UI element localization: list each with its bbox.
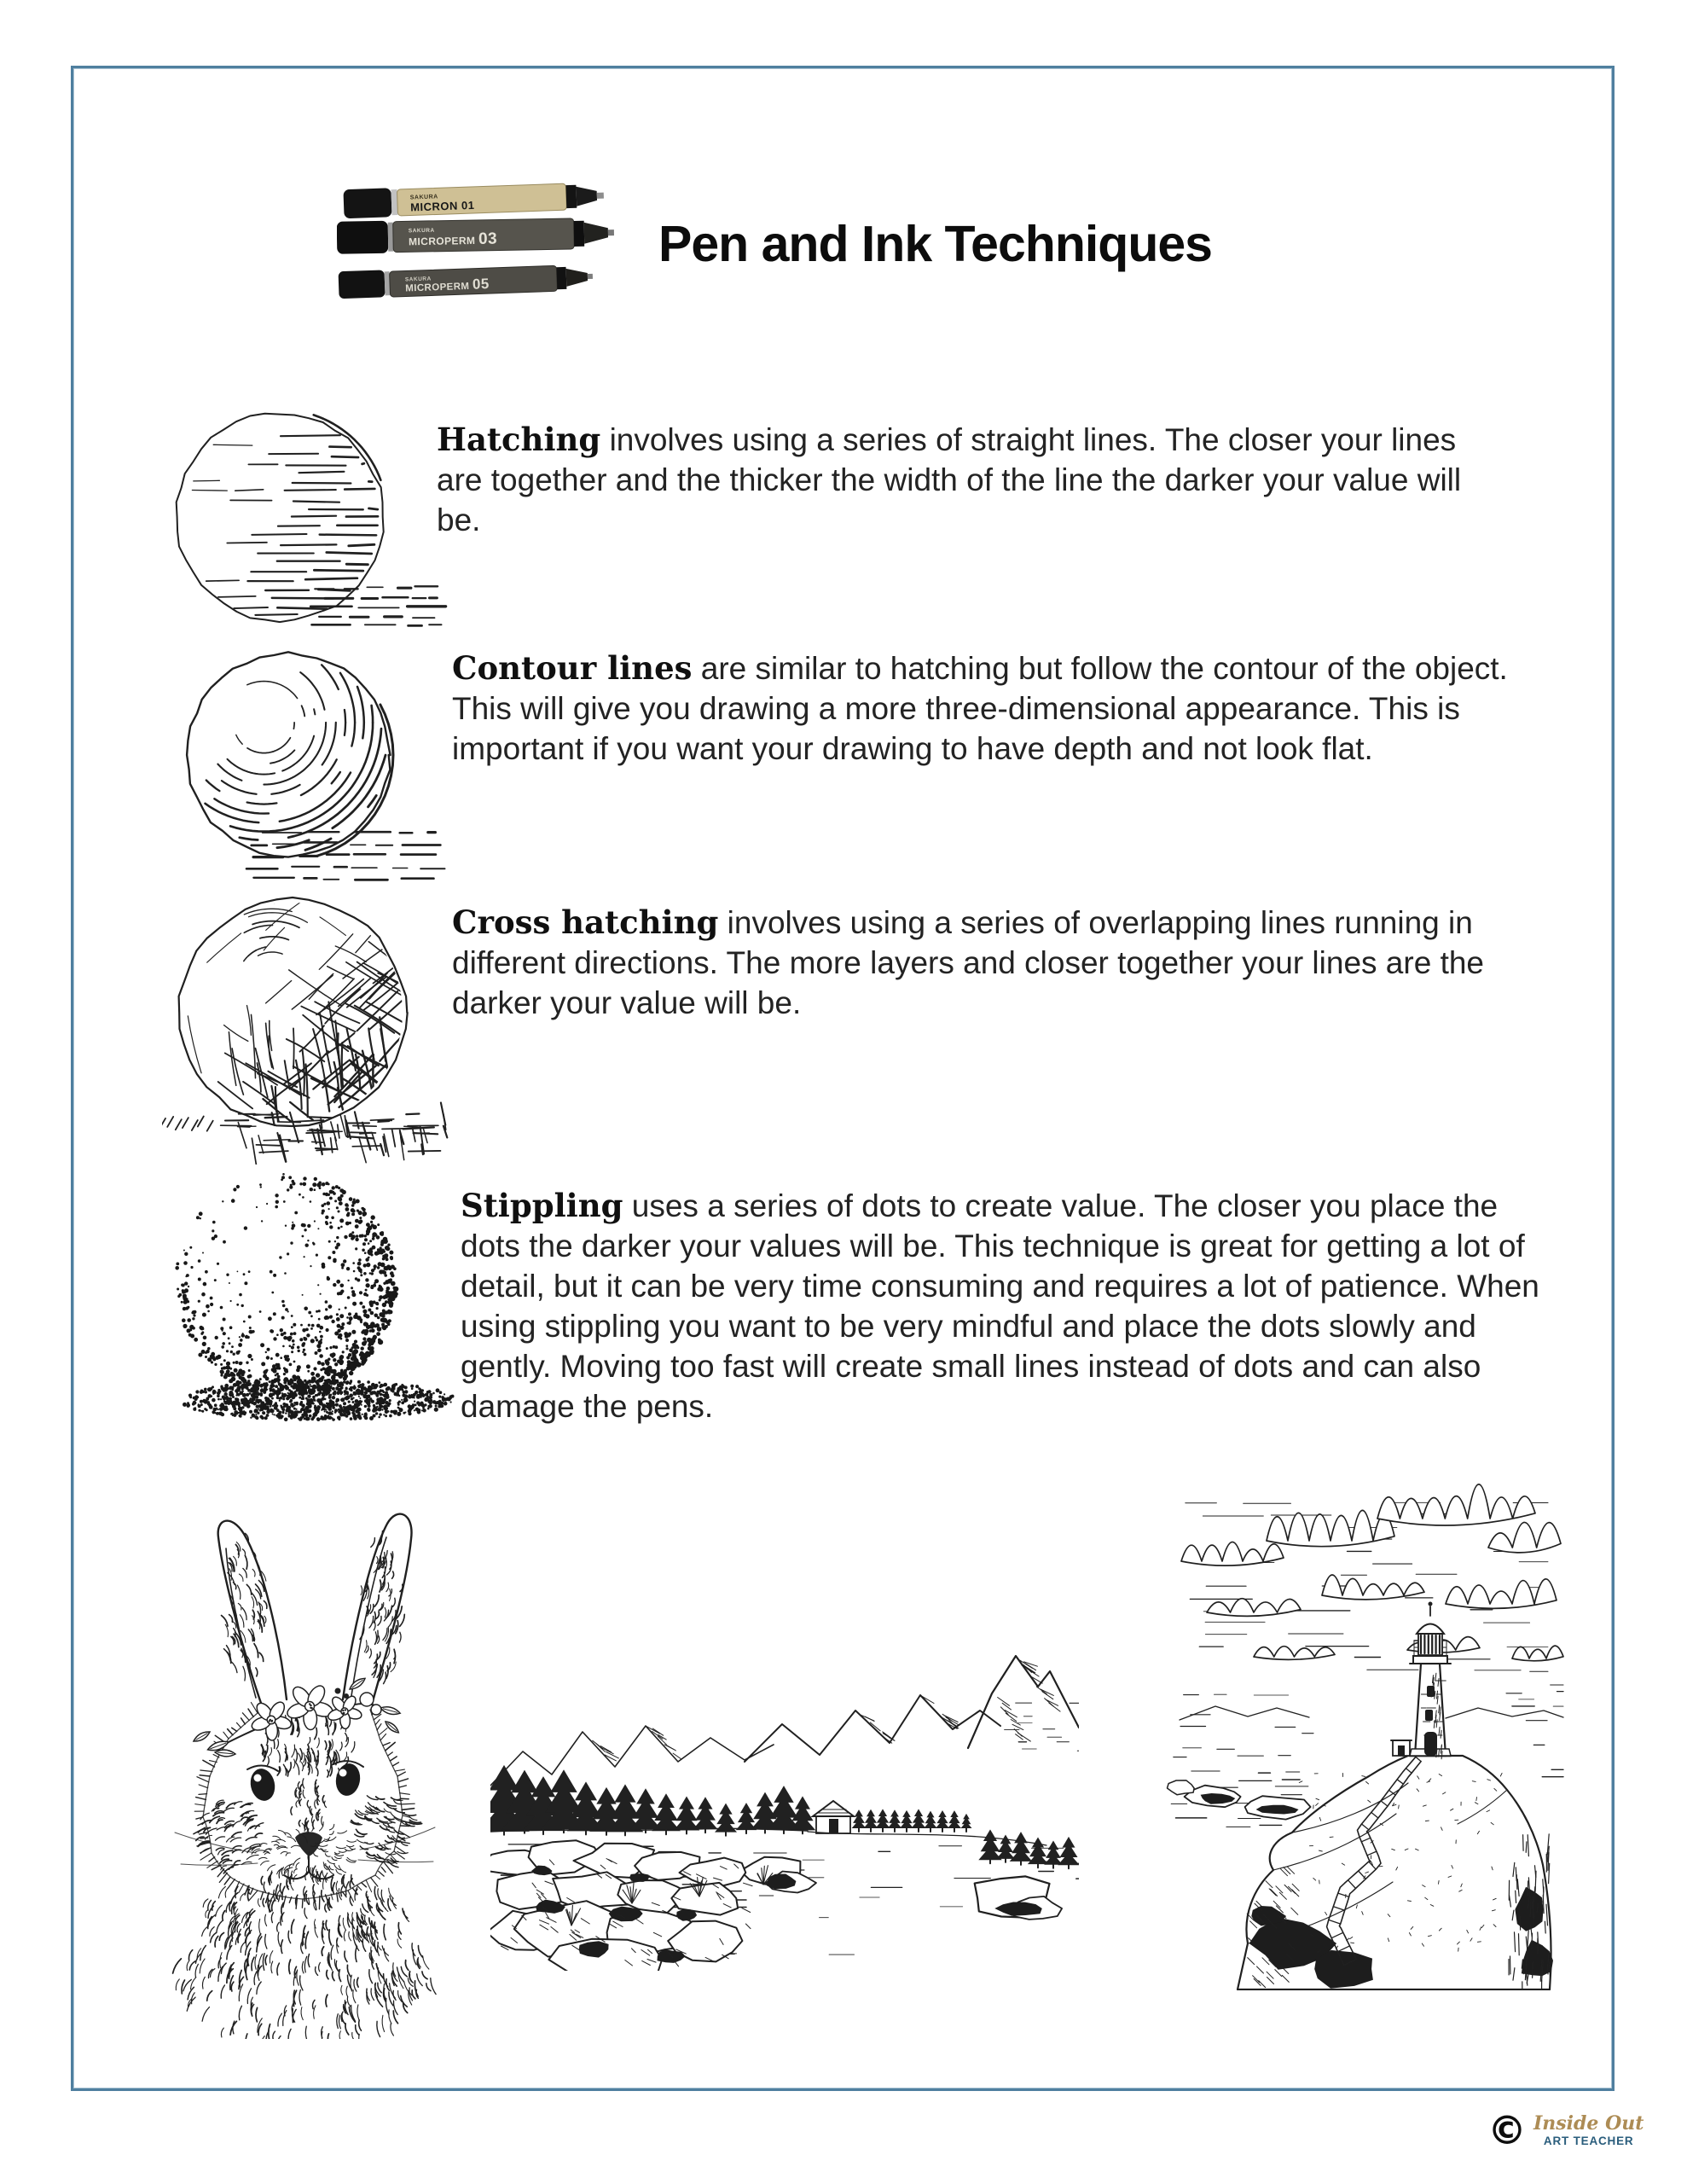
page-title: Pen and Ink Techniques (658, 216, 1212, 272)
cross-hatching-paragraph (452, 903, 1557, 1023)
cross-hatching-term: Cross hatching (452, 903, 719, 941)
brand-caps-text: ART TEACHER (1543, 2134, 1634, 2147)
pen-model-label: MICROPERM 05 (405, 276, 490, 294)
brand-script-text: Inside Out (1533, 2111, 1644, 2135)
rabbit-illustration (128, 1484, 478, 2039)
brand-logo (1487, 2107, 1644, 2153)
cross-hatching-text: involves using a series of overlapping lines running in different directions. The more layers and closer together your lines are the darker your value will be. (452, 905, 1484, 1020)
microperm-03-pen (337, 217, 614, 254)
hatching-sphere-illustration (162, 388, 452, 661)
contour-lines-term: Contour lines (452, 649, 693, 687)
pen-model-label: MICROPERM 03 (408, 229, 498, 248)
stippling-term: Stippling (461, 1187, 623, 1224)
contour-lines-text: are similar to hatching but follow the contour of the object. This will give you drawing a more three-dimensional appearance. This is important if you want your drawing to have depth and not look flat. (452, 651, 1508, 766)
hatching-paragraph (437, 420, 1494, 540)
stippling-sphere-illustration (166, 1152, 461, 1433)
lighthouse-illustration (1164, 1466, 1565, 1990)
pen-brand-label: SAKURA (408, 227, 435, 235)
pen-brand-label: SAKURA (404, 276, 432, 283)
copyright-icon: © (1487, 2107, 1527, 2153)
contour-lines-sphere-illustration (175, 640, 456, 904)
hatching-term: Hatching (437, 421, 601, 458)
brand-text (1533, 2111, 1644, 2147)
stippling-text: uses a series of dots to create value. The closer you place the dots the darker your values will be. This technique is great for getting a lot of detail, but it can be very time consuming and requires a lot of patience. When using stippling you want to be very mindful and place the dots slowly and gently. Moving too fast will create small lines instead of dots and can also damage the pens. (461, 1188, 1539, 1424)
micron-pen (343, 181, 604, 219)
pens-photo (337, 175, 640, 316)
mountain-lake-illustration (490, 1642, 1079, 1971)
pen-brand-label: SAKURA (409, 194, 438, 201)
microperm-05-pen (339, 263, 594, 299)
cross-hatching-sphere-illustration (162, 883, 478, 1165)
pen-model-label: MICRON 01 (409, 198, 475, 214)
hatching-text: involves using a series of straight lines. The closer your lines are together and the thicker the width of the line the darker your value will be. (437, 422, 1462, 537)
contour-lines-paragraph (452, 648, 1518, 769)
stippling-paragraph (461, 1186, 1552, 1426)
